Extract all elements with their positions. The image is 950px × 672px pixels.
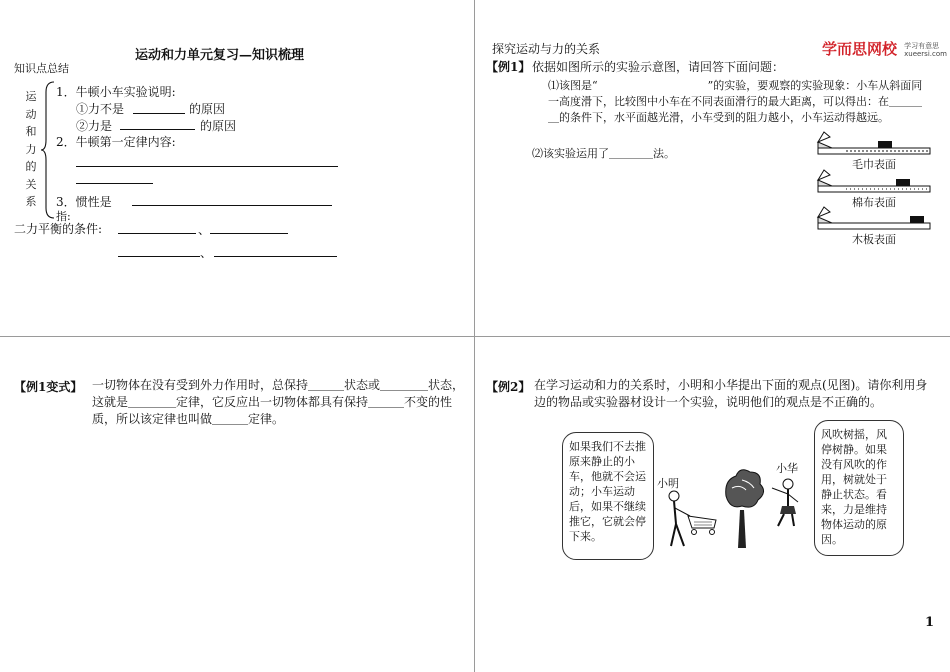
horizontal-divider — [0, 336, 950, 337]
separator: 、 — [198, 223, 211, 237]
slide1-title: 运动和力单元复习—知识梳理 — [135, 48, 305, 63]
item1-text: 1．牛顿小车实验说明: — [56, 85, 176, 99]
name-xiaoming: 小明 — [657, 477, 679, 490]
blank-line — [133, 113, 185, 114]
blank-line — [76, 183, 153, 184]
blank-line — [120, 129, 195, 130]
variant-tag: 【例1变式】 — [14, 380, 83, 394]
surface-label: 毛巾表面 — [852, 158, 896, 171]
item3-text: 3．惯性是 — [56, 195, 112, 209]
example2-text: 在学习运动和力的关系时，小明和小华提出下面的观点(见图)。请你利用身边的物品或实验器材设计一个实验，说明他们的观点是不正确的。 — [534, 378, 928, 409]
surface-label: 棉布表面 — [852, 196, 896, 209]
name-xiaohua: 小华 — [776, 462, 798, 475]
item1a-pre: ①力不是 — [76, 102, 125, 116]
blank-line — [210, 233, 288, 234]
question1: ⑴该图是“ ”的实验，要观察的实验现象：小车从斜面同一高度滑下，比较图中小车在不同表面滑行的最大距离，可以得出：在＿＿＿＿的条件下，水平面越光滑，小车受到的阻力越小，小车运动得越远。 — [548, 79, 923, 124]
item2-text: 2．牛顿第一定律内容: — [56, 135, 176, 149]
brand-logo: 学而思网校 学习有意思 xueersi.com — [822, 40, 947, 58]
page-number: 1 — [925, 615, 935, 630]
ramp-cotton-icon — [816, 166, 932, 194]
slide2-heading: 探究运动与力的关系 — [492, 42, 601, 56]
item1b-post: 的原因 — [200, 119, 237, 133]
ramp-towel-icon — [816, 128, 932, 156]
example-tag: 【例1】 — [486, 60, 531, 74]
blank-line — [214, 256, 337, 257]
blank-line — [132, 205, 332, 206]
balance-label: 二力平衡的条件: — [14, 222, 103, 236]
separator: 、 — [200, 246, 213, 260]
blank-line — [118, 233, 196, 234]
surface-label: 木板表面 — [852, 233, 896, 246]
illustration-people-tree-icon — [654, 462, 814, 558]
ramp-wood-icon — [816, 203, 932, 231]
speech-bubble-left: 如果我们不去推原来静止的小车，他就不会运动；小车运动后，如果不继续推它，它就会停下来。 — [562, 432, 654, 560]
section-label: 知识点总结 — [14, 62, 69, 75]
item1b-pre: ②力是 — [76, 119, 113, 133]
blank-line — [118, 256, 200, 257]
example-intro: 依据如图所示的实验示意图，请回答下面问题： — [532, 60, 785, 74]
vertical-label: 运 动 和 力 的 关 系 — [25, 90, 37, 208]
item1a-post: 的原因 — [189, 102, 226, 116]
blank-line — [76, 166, 338, 167]
question2: ⑵该实验运用了＿＿＿＿法。 — [532, 147, 675, 160]
item3-tail: 指: — [56, 210, 71, 223]
variant-text: 一切物体在没有受到外力作用时，总保持＿＿＿状态或＿＿＿＿状态，这就是＿＿＿＿定律，它反应出一切物体都具有保持＿＿＿不变的性质，所以该定律也叫做＿＿＿定律。 — [92, 378, 465, 426]
example2-tag: 【例2】 — [486, 380, 531, 394]
speech-bubble-right: 风吹树摇，风停树静。如果没有风吹的作用，树就处于静止状态。看来，力是维持物体运动的原因。 — [814, 420, 904, 556]
